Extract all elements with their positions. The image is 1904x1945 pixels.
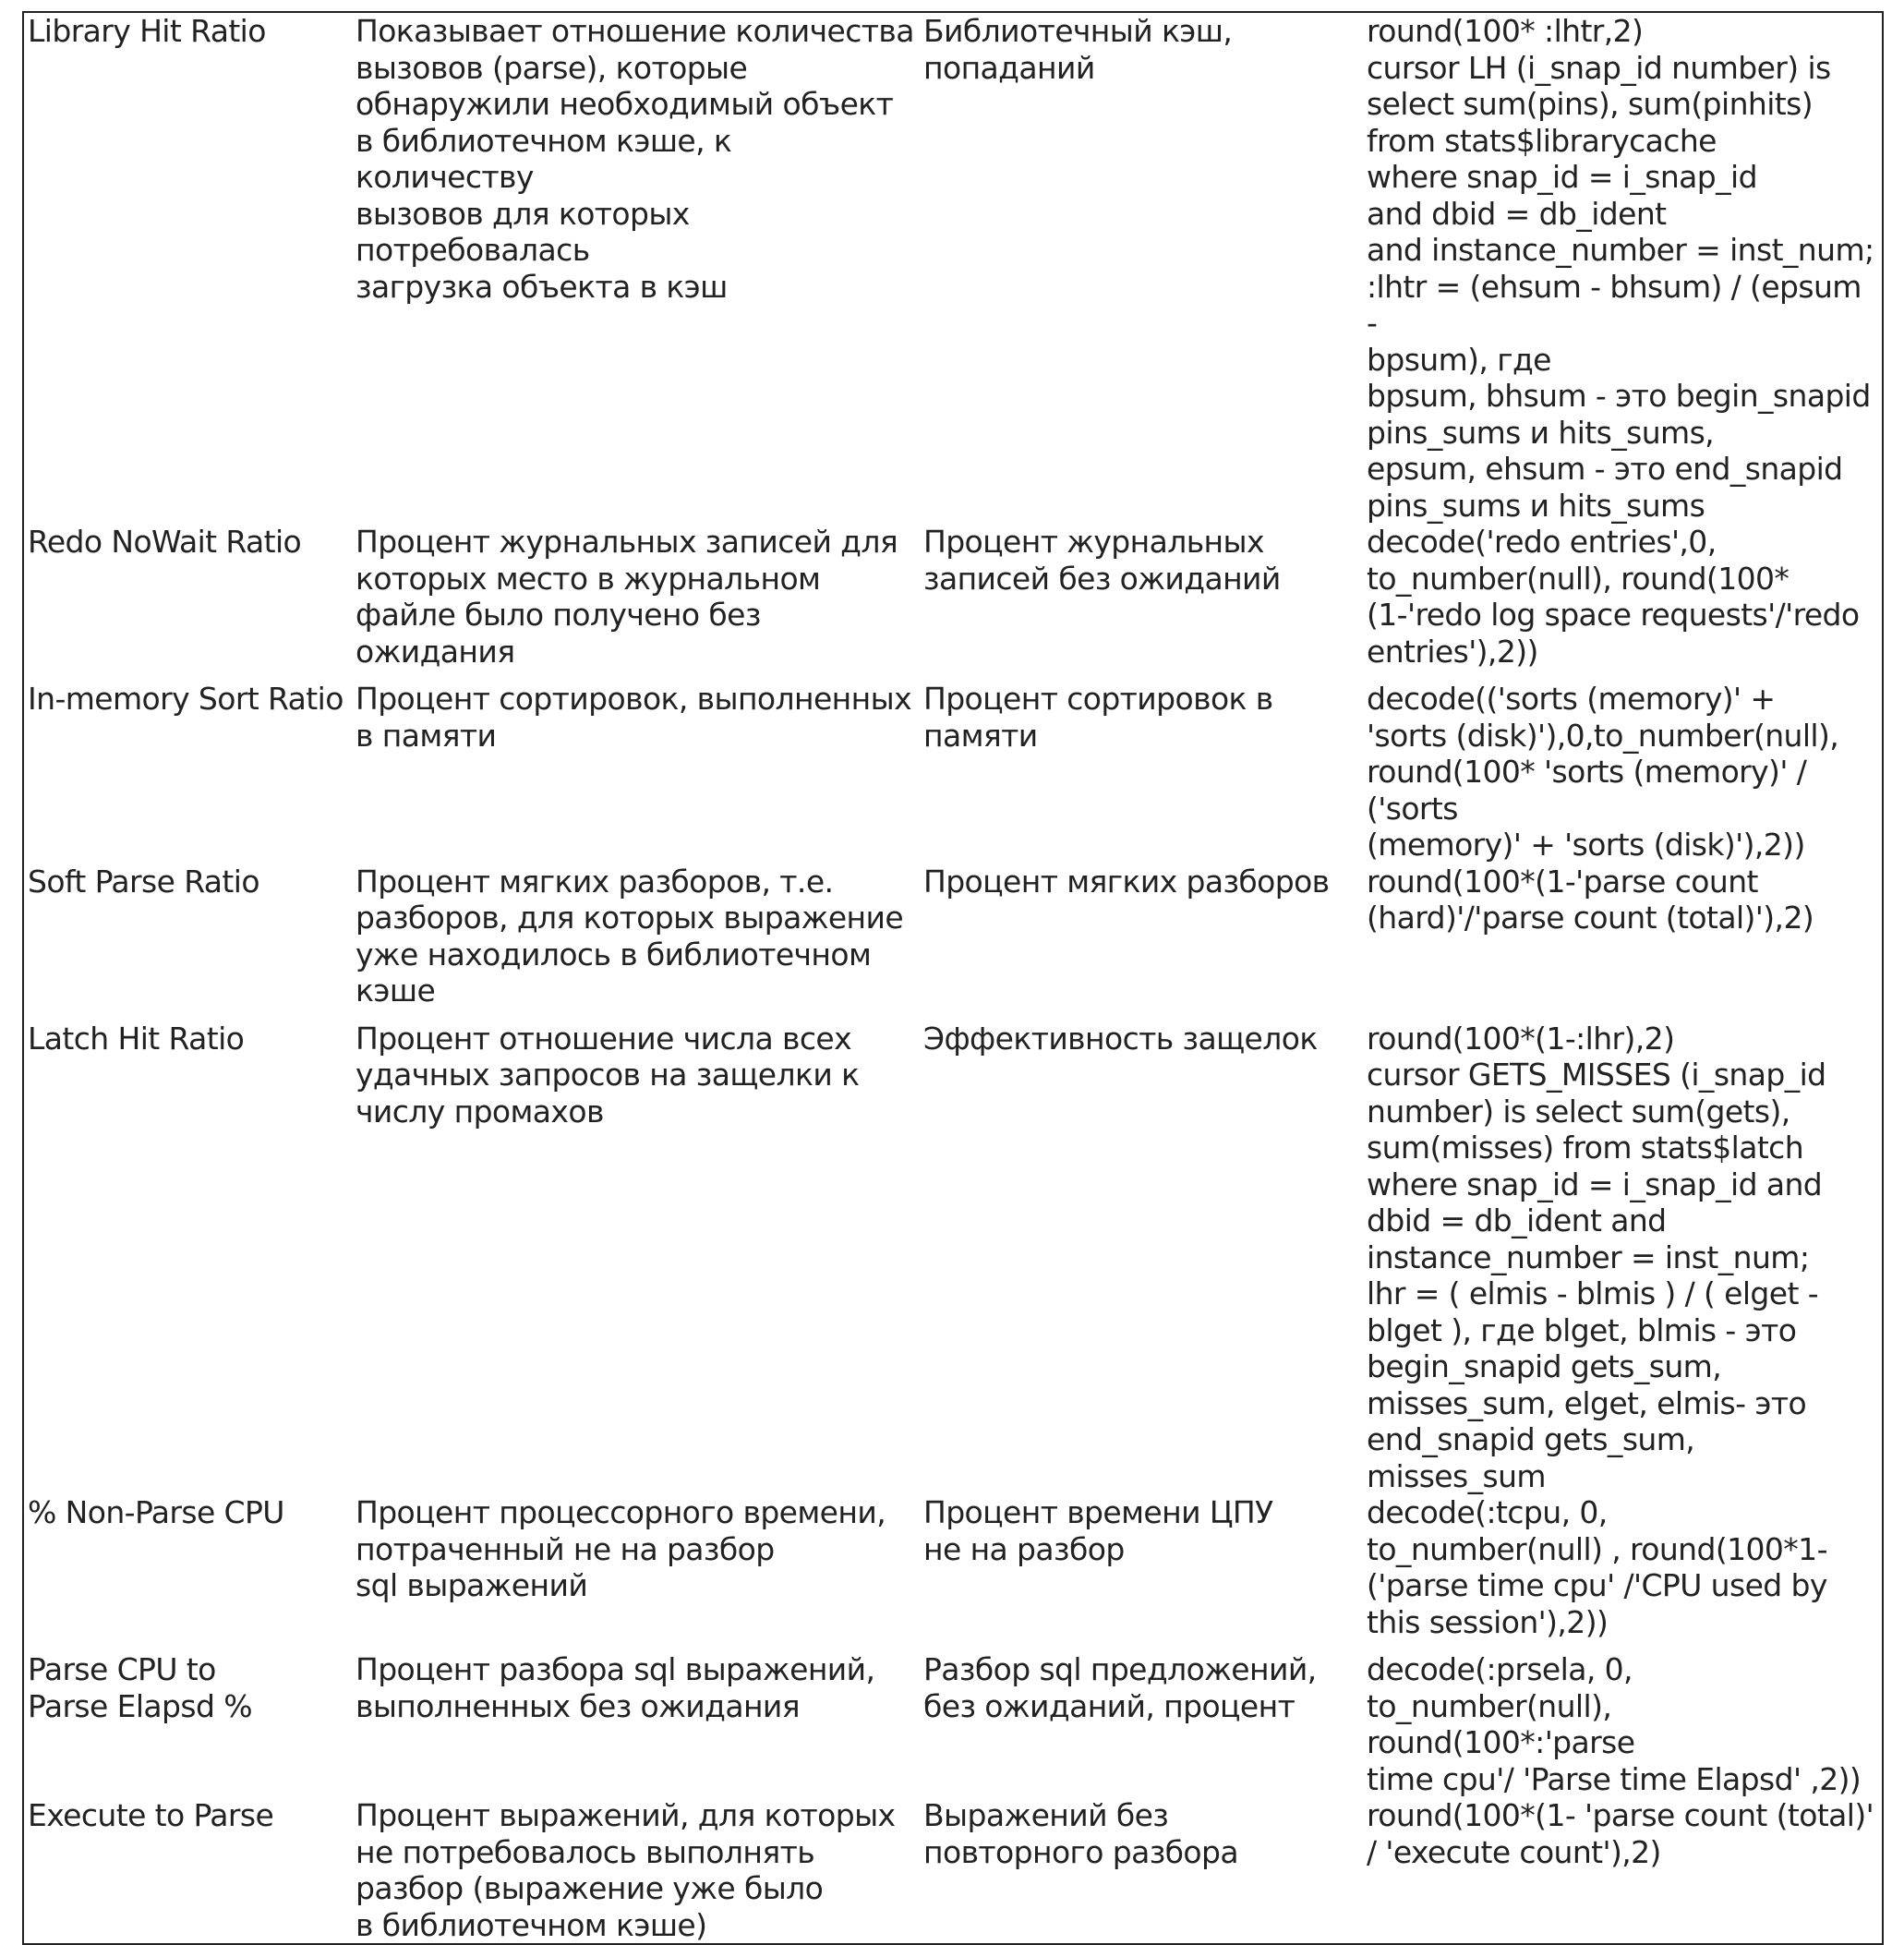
description-cell: Процент мягких разборов, т.е. разборов, для которых выражение уже находилось в библиотечном кэше (355, 863, 904, 1009)
formula-cell: round(100*(1-'parse count (hard)'/'parse count (total)'),2) (1367, 863, 1814, 936)
formula-cell: decode(:prsela, 0, to_number(null), round(100*:'parse time cpu'/ 'Parse time Elapsd' ,2)) (1367, 1651, 1862, 1797)
metric-name-cell: Parse CPU to Parse Elapsd % (28, 1651, 252, 1724)
formula-cell: round(100*(1-:lhr),2) cursor GETS_MISSES (i_snap_id number) is select sum(gets), sum(misses) from stats$latch where snap_id = i_snap_id and dbid = db_ident and instance_number = inst_num; lhr = ( elmis - blmis ) / ( elget - blget ), где blget, blmis - это begin_snapid gets_sum, misses_sum, elget, elmis- это end_snapid gets_sum, misses_sum (1367, 1020, 1826, 1494)
description-cell: Процент сортировок, выполненных в памяти (355, 681, 912, 754)
description-cell: Показывает отношение количества вызовов (parse), которые обнаружили необходимый объект в библиотечном кэше, к количеству вызовов для которых потребовалась загрузка объекта в кэш (355, 13, 914, 305)
table-row (23, 681, 1883, 864)
table-row (23, 1021, 1883, 1495)
russian-name-cell: Процент сортировок в памяти (923, 681, 1273, 754)
table-row (23, 1494, 1883, 1651)
formula-cell: decode(('sorts (memory)' + 'sorts (disk)'),0,to_number(null), round(100* 'sorts (memory)' / ('sorts (memory)' + 'sorts (disk)'),2)) (1367, 681, 1839, 863)
formula-cell: decode('redo entries',0, to_number(null), round(100* (1-'redo log space requests'/'redo entries'),2)) (1367, 524, 1860, 670)
description-cell: Процент разбора sql выражений, выполненных без ожидания (355, 1651, 875, 1724)
russian-name-cell: Процент мягких разборов (923, 863, 1330, 900)
metric-name-cell: In-memory Sort Ratio (28, 681, 343, 717)
table-row (23, 1797, 1883, 1944)
metric-name-cell: Soft Parse Ratio (28, 863, 259, 900)
description-cell: Процент журнальных записей для которых место в журнальном файле было получено без ожидания (355, 524, 898, 670)
formula-cell: round(100* :lhtr,2) cursor LH (i_snap_id number) is select sum(pins), sum(pinhits) from stats$librarycache where snap_id = i_snap_id and dbid = db_ident and instance_number = inst_num; :lhtr = (ehsum - bhsum) / (epsum - bpsum), где bpsum, bhsum - это begin_snapid pins_sums и hits_sums, epsum, ehsum - это end_snapid pins_sums и hits_sums (1367, 13, 1874, 524)
formula-cell: round(100*(1- 'parse count (total)' / 'execute count'),2) (1367, 1797, 1874, 1870)
table-row (23, 1651, 1883, 1797)
metric-name-cell: % Non-Parse CPU (28, 1494, 284, 1530)
metrics-table (22, 11, 1884, 1945)
russian-name-cell: Разбор sql предложений, без ожиданий, процент (923, 1651, 1317, 1724)
metric-name-cell: Execute to Parse (28, 1797, 274, 1833)
russian-name-cell: Эффективность защелок (923, 1020, 1318, 1057)
table-row (23, 524, 1883, 681)
russian-name-cell: Библиотечный кэш, попаданий (923, 13, 1233, 86)
russian-name-cell: Процент журнальных записей без ожиданий (923, 524, 1281, 597)
russian-name-cell: Процент времени ЦПУ не на разбор (923, 1494, 1273, 1567)
description-cell: Процент отношение числа всех удачных запросов на защелки к числу промахов (355, 1020, 860, 1130)
formula-cell: decode(:tcpu, 0, to_number(null) , round(100*1- ('parse time cpu' /'CPU used by this session'),2)) (1367, 1494, 1827, 1640)
metric-name-cell: Latch Hit Ratio (28, 1020, 245, 1057)
description-cell: Процент выражений, для которых не потребовалось выполнять разбор (выражение уже было в библиотечном кэше) (355, 1797, 896, 1943)
description-cell: Процент процессорного времени, потраченный не на разбор sql выражений (355, 1494, 886, 1603)
table-row (23, 12, 1883, 524)
russian-name-cell: Выражений без повторного разбора (923, 1797, 1238, 1870)
metric-name-cell: Redo NoWait Ratio (28, 524, 302, 560)
table-row (23, 864, 1883, 1021)
metric-name-cell: Library Hit Ratio (28, 13, 266, 49)
